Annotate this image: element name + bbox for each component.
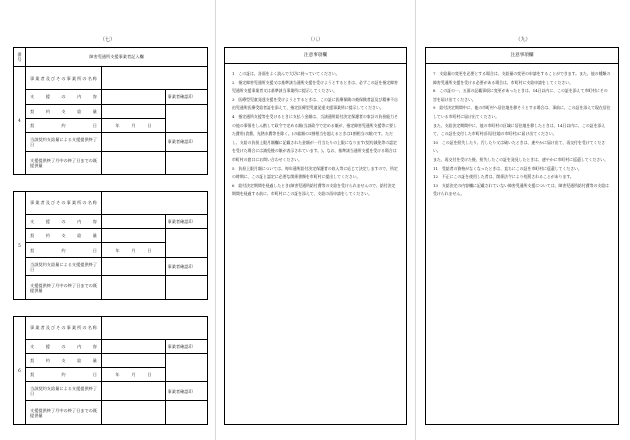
service-content-value xyxy=(102,340,166,354)
notes-title: 注意事項欄 xyxy=(426,48,618,64)
row-number: 4 xyxy=(14,66,26,174)
row-number: 5 xyxy=(14,191,26,299)
contract-amount-label: 契約支給量 xyxy=(26,354,102,368)
contract-date-label: 契約日 xyxy=(26,243,102,257)
page-seven xyxy=(0,0,215,440)
service-content-label: 支援の内容 xyxy=(26,215,102,229)
provider-name-label: 事業者及びその事業所の名称 xyxy=(26,191,102,215)
confirm-stamp-box xyxy=(166,276,208,300)
confirm-stamp-box xyxy=(166,151,208,175)
table-title: 障害児通所支援事業者記入欄 xyxy=(26,48,208,67)
note-item: 9 給付決定期間中に、他の市町村へ居住地を移そうとする場合は、事前に、この証を添えて現在居住している市町村に届け出てください。 xyxy=(433,105,611,119)
end-date-label: 当該契約支給量による支援提供終了日 xyxy=(26,257,102,276)
note-item: 4 指定通所支援等を受けるときに支払う金額は、当該通所給付決定保護者の家計の負担能力その他の事情をしん酌して政令で定める額(当該政令で定める額が、指定障害児通所支援等に要した費用(食費、光熱水費等を除く。)の総額の1割相当を超えるときは1割相当の額)です。ただし、支給の負担上限月額欄に記載された金額が一月当たりの上限になります(契約減免等の認定を受けた場合には減免後の額が表示されています。)。なお、基準該当通所支援を受ける場合は市町村の窓口にお問い合わせください。 xyxy=(232,113,398,162)
confirm-stamp-label: 事業者確認印 xyxy=(166,132,208,151)
note-item: 11 受給者の資格がなくなったときは、直ちにこの証を市町村に返還してください。 xyxy=(433,165,582,171)
page-nine xyxy=(416,0,630,440)
note-item: 8 この証の一、五面の記載事項に変更があったときは、14日以内に、この証を添えて市町村にその旨を届け出てください。 xyxy=(433,88,608,102)
confirm-stamp-box xyxy=(166,104,208,132)
confirm-stamp-label: 事業者確認印 xyxy=(166,215,208,229)
service-content-value xyxy=(102,90,166,104)
end-month-amount-value xyxy=(102,401,166,425)
day-label: 日 xyxy=(147,372,152,378)
provider-name-value xyxy=(102,66,208,90)
note-item: また、支給決定期間中に、他の市町村の区域に居住地を移したときは、14日以内に、この証を添えて、この証を交付した市町村(旧居住地の市町村)に届け出てください。 xyxy=(433,122,606,137)
day-label: 日 xyxy=(147,122,152,128)
end-month-amount-value xyxy=(102,151,166,175)
contract-amount-label: 契約支給量 xyxy=(26,229,102,243)
provider-name-label: 事業者及びその事業所の名称 xyxy=(26,66,102,90)
end-date-value xyxy=(102,382,166,401)
confirm-stamp-label: 事業者確認印 xyxy=(166,340,208,354)
contract-date-value xyxy=(102,243,166,257)
contract-date-value xyxy=(102,118,166,132)
note-item: 2 指定障害児通所支援又は基準該当通所支援を受けようとするときは、必ずこの証を指定障害児通所支援事業者又は基準該当事業所に提示してください。 xyxy=(232,79,398,94)
note-item: 5 負担上限月額については、毎年通所給付決定保護者の収入等に応じて決定しますので、所定の時期に、この証と認定に必要な関係書類を市町村に提出してください。 xyxy=(232,165,398,180)
day-label: 日 xyxy=(147,247,152,253)
end-month-amount-label: 支援提供終了月中の終了日までの既提供量 xyxy=(26,401,102,425)
year-label: 年 xyxy=(115,372,120,378)
contract-date-label: 契約日 xyxy=(26,118,102,132)
confirm-stamp-box xyxy=(166,354,208,382)
note-item: 13 支給決定の内容欄に記載されていない障害児通所支援については、障害児通所給付費等の支給は受けられません。 xyxy=(433,182,610,197)
confirm-stamp-label: 事業者確認印 xyxy=(166,257,208,276)
confirm-stamp-box xyxy=(166,401,208,425)
contract-amount-label: 契約支給量 xyxy=(26,104,102,118)
provider-name-value xyxy=(102,191,208,215)
provider-name-value xyxy=(102,316,208,340)
contract-amount-value xyxy=(102,229,166,243)
note-item: 10 この証を紛失したり、汚したり又は破いたときは、速やかに届け出て、再交付を受けてください。 xyxy=(433,139,606,154)
note-item: また、再交付を受けた後、紛失したこの証を発見したときは、速やかに市町村に返還してください。 xyxy=(433,156,609,162)
note-item: 6 給付決定期間を経過したとき(障害児通所給付費等の支給を受けられませんので、給付決定期間を経過する前に、市町村にこの証を添えて、支給の再申請をしてください。 xyxy=(232,182,396,197)
page-eight xyxy=(216,0,415,440)
row-gap xyxy=(14,300,208,316)
end-date-label: 当該契約支給量による支援提供終了日 xyxy=(26,132,102,151)
month-label: 月 xyxy=(131,247,136,253)
notes-list xyxy=(225,64,406,199)
contract-date-label: 契約日 xyxy=(26,368,102,382)
end-month-amount-label: 支援提供終了月中の終了日までの既提供量 xyxy=(26,151,102,175)
confirm-stamp-label: 事業者確認印 xyxy=(166,90,208,104)
note-item: 12 不正にこの証を使用した者は、関係法令により処罰されることがあります。 xyxy=(433,174,574,180)
note-item: 3 医療型児童発達支援を受けようとするときは、この証に医療保険の被保険者証及び精神不自由児通所医療受給者証を添えて、指定医療型児童発達支援事業所に提示してください。 xyxy=(232,96,398,111)
number-header: 番号 xyxy=(14,48,26,67)
end-date-value xyxy=(102,132,166,151)
end-month-amount-value xyxy=(102,276,166,300)
notes-box xyxy=(224,47,407,425)
row-gap xyxy=(14,175,208,191)
service-content-label: 支援の内容 xyxy=(26,90,102,104)
note-item: 7 支給量の変更を必要とする場合は、支給量の変更の申請をすることができます。また、他の種類の障害児通所支援を受ける必要がある場合は、市町村に支給申請をしてください。 xyxy=(433,71,611,85)
service-content-value xyxy=(102,215,166,229)
year-label: 年 xyxy=(115,122,120,128)
page-label: （八） xyxy=(307,37,323,43)
contract-date-value xyxy=(102,368,166,382)
month-label: 月 xyxy=(131,372,136,378)
contract-amount-value xyxy=(102,104,166,118)
notes-box xyxy=(425,47,619,425)
note-item: 1 この証は、各面をよく読んで大切に持っていてください。 xyxy=(232,71,340,76)
service-content-label: 支援の内容 xyxy=(26,340,102,354)
end-month-amount-label: 支援提供終了月中の終了日までの既提供量 xyxy=(26,276,102,300)
year-label: 年 xyxy=(115,247,120,253)
month-label: 月 xyxy=(131,122,136,128)
page-label: （九） xyxy=(515,37,531,43)
provider-name-label: 事業者及びその事業所の名称 xyxy=(26,316,102,340)
notes-list xyxy=(426,64,618,199)
page-label: （七） xyxy=(99,37,115,43)
contract-amount-value xyxy=(102,354,166,368)
notes-title: 注意事項欄 xyxy=(225,48,406,64)
end-date-label: 当該契約支給量による支援提供終了日 xyxy=(26,382,102,401)
end-date-value xyxy=(102,257,166,276)
confirm-stamp-box xyxy=(166,229,208,257)
row-number: 6 xyxy=(14,316,26,425)
confirm-stamp-label: 事業者確認印 xyxy=(166,382,208,401)
provider-entry-table xyxy=(13,47,207,425)
